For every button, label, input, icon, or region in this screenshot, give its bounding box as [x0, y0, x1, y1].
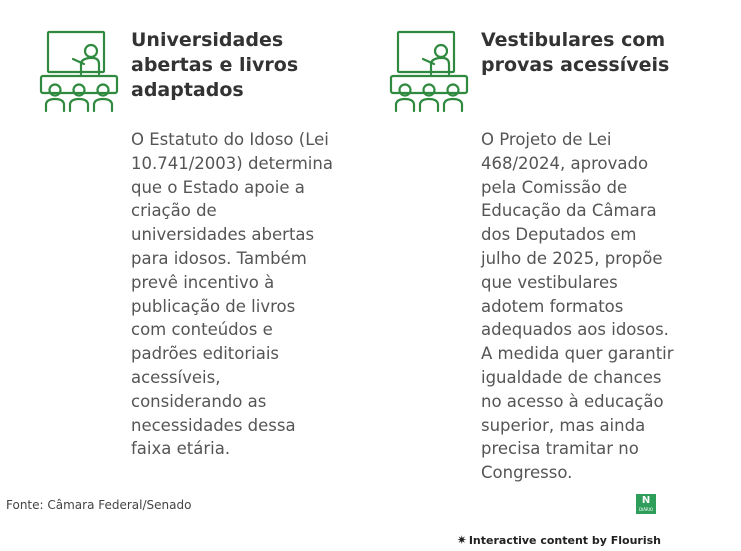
- card-title: Vestibulares com provas acessíveis: [481, 29, 670, 76]
- diario-logo[interactable]: [636, 494, 656, 514]
- card-description: O Projeto de Lei 468/2024, aprovado pela Comissão de Educação da Câmara dos Deputados em julho de 2025, propõe que vestibulares adotem formatos adequados aos idosos. A medida quer garantir igualdade de chances no acesso à educação superior, mas ainda precisa tramitar no Congresso.: [481, 130, 674, 483]
- card-description: O Estatuto do Idoso (Lei 10.741/2003) determina que o Estado apoie a criação de universidades abertas para idosos. Também prevê incentivo à publicação de livros com conteúdos e padrões editoriais acessíveis, considerando as necessidades dessa faixa etária.: [131, 130, 333, 459]
- card-title: Universidades abertas e livros adaptados: [131, 29, 299, 101]
- flourish-icon: ✷: [456, 533, 467, 547]
- classroom-teacher-icon: [390, 30, 468, 114]
- logo-subtext: DIÁRIO: [638, 507, 654, 512]
- flourish-credit-text: Interactive content by Flourish: [468, 534, 661, 547]
- source-note: Fonte: Câmara Federal/Senado: [6, 498, 192, 512]
- logo-letter: N: [641, 495, 651, 506]
- flourish-credit-link[interactable]: [457, 533, 661, 547]
- classroom-teacher-icon: [40, 30, 118, 114]
